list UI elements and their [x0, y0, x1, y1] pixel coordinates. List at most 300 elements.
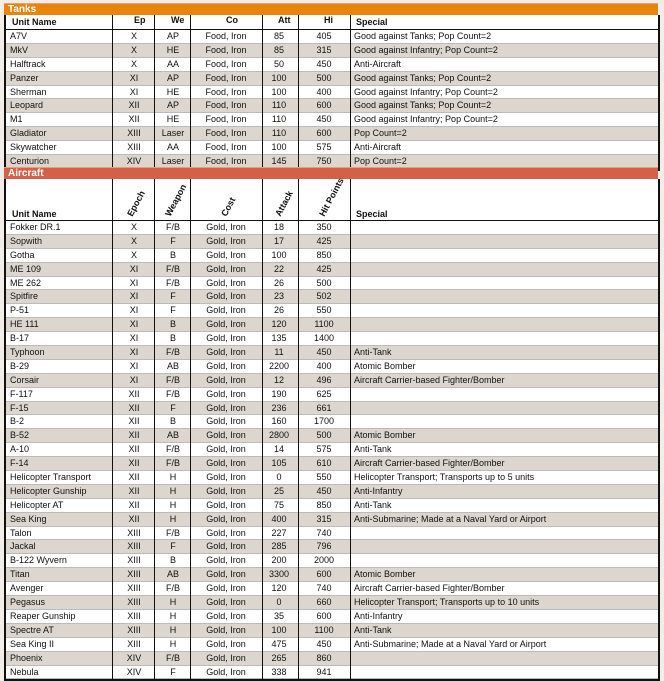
- cell-special: [354, 415, 654, 428]
- table-row: [6, 290, 658, 304]
- column-divider: [262, 179, 263, 679]
- cell-hp: 500: [316, 72, 332, 83]
- cell-weapon: Laser: [161, 128, 185, 139]
- cell-hp: 550: [316, 472, 332, 483]
- cell-attack: 100: [271, 249, 287, 260]
- column-divider: [350, 15, 351, 169]
- cell-name: Pegasus: [10, 597, 46, 608]
- cell-name: Skywatcher: [10, 142, 57, 153]
- cell-epoch: X: [130, 58, 137, 69]
- cell-hp: 600: [316, 610, 332, 621]
- table-row: [6, 72, 658, 86]
- cell-hp: 610: [316, 458, 332, 469]
- cell-attack: 100: [271, 86, 287, 97]
- cell-name: Gotha: [10, 249, 35, 260]
- header-attack: Attack: [273, 189, 295, 218]
- table-row: [6, 374, 658, 388]
- cell-cost: Gold, Iron: [206, 597, 246, 608]
- cell-name: Fokker DR.1: [10, 222, 61, 232]
- cell-name: B-122 Wyvern: [10, 555, 67, 566]
- cell-weapon: B: [169, 319, 176, 330]
- cell-name: Sea King: [10, 513, 47, 524]
- cell-special: [354, 277, 654, 290]
- cell-attack: 0: [276, 472, 282, 483]
- table-row: [6, 332, 658, 346]
- cell-special: Aircraft Carrier-based Fighter/Bomber: [354, 583, 505, 594]
- cell-weapon: F/B: [165, 347, 180, 358]
- cell-name: Halftrack: [10, 58, 46, 69]
- cell-special: Helicopter Transport; Transports up to 10 units: [354, 597, 540, 608]
- cell-attack: 400: [271, 513, 287, 524]
- cell-attack: 100: [271, 72, 287, 83]
- cell-cost: Gold, Iron: [206, 291, 246, 302]
- cell-special: Good against Tanks; Pop Count=2: [354, 100, 492, 111]
- cell-weapon: F/B: [165, 652, 180, 663]
- cell-epoch: XII: [128, 402, 140, 413]
- cell-weapon: AB: [166, 569, 179, 580]
- cell-epoch: XIII: [127, 610, 141, 621]
- cell-weapon: AB: [166, 360, 179, 371]
- cell-attack: 200: [271, 555, 287, 566]
- cell-epoch: XI: [129, 305, 139, 316]
- cell-attack: 110: [271, 100, 287, 111]
- table-row: [6, 582, 658, 596]
- cell-hp: 500: [316, 430, 332, 441]
- column-divider: [298, 15, 299, 169]
- cell-special: Anti-Tank: [354, 347, 392, 358]
- table-row: [6, 666, 658, 680]
- cell-epoch: XIII: [127, 624, 141, 635]
- cell-hp: 400: [316, 360, 332, 371]
- cell-name: F-15: [10, 402, 29, 413]
- cell-weapon: H: [169, 624, 177, 635]
- cell-epoch: X: [130, 249, 137, 260]
- cell-special: Anti-Tank: [354, 444, 392, 455]
- cell-special: Good against Tanks; Pop Count=2: [354, 72, 492, 83]
- header-cost: Co: [226, 15, 238, 25]
- cell-hp: 850: [316, 249, 332, 260]
- column-divider: [154, 179, 155, 679]
- cell-cost: Gold, Iron: [206, 472, 246, 483]
- cell-weapon: F/B: [165, 527, 180, 538]
- cell-weapon: F: [170, 235, 176, 246]
- cell-special: Good against Infantry; Pop Count=2: [354, 86, 498, 97]
- cell-attack: 11: [274, 347, 284, 358]
- cell-special: Good against Tanks; Pop Count=2: [354, 31, 492, 41]
- column-divider: [190, 15, 191, 169]
- cell-name: ME 109: [10, 263, 42, 274]
- cell-weapon: F/B: [165, 444, 180, 455]
- cell-attack: 227: [271, 527, 287, 538]
- table-row: [6, 402, 658, 416]
- cell-special: [354, 388, 654, 401]
- cell-name: A-10: [10, 444, 30, 455]
- cell-attack: 100: [271, 624, 287, 635]
- cell-attack: 3300: [268, 569, 290, 580]
- cell-hp: 450: [316, 638, 332, 649]
- column-divider: [298, 179, 299, 679]
- cell-epoch: XIV: [126, 652, 142, 663]
- table-row: [6, 471, 658, 485]
- cell-name: F-117: [10, 388, 33, 399]
- table-row: [6, 30, 658, 44]
- cell-cost: Gold, Iron: [206, 430, 246, 441]
- cell-special: [354, 304, 654, 317]
- aircraft-table-body: [6, 221, 658, 679]
- cell-name: Gladiator: [10, 128, 47, 139]
- cell-attack: 475: [271, 638, 287, 649]
- table-row: [6, 415, 658, 429]
- cell-name: Helicopter AT: [10, 499, 64, 510]
- cell-epoch: XIV: [126, 156, 142, 167]
- cell-cost: Gold, Iron: [206, 485, 246, 496]
- cell-cost: Gold, Iron: [206, 458, 246, 469]
- cell-attack: 25: [273, 485, 284, 496]
- cell-cost: Food, Iron: [205, 100, 247, 111]
- cell-cost: Gold, Iron: [206, 263, 246, 274]
- cell-name: Jackal: [10, 541, 36, 552]
- cell-weapon: Laser: [161, 156, 185, 167]
- cell-attack: 110: [271, 114, 287, 125]
- table-row: [6, 457, 658, 471]
- cell-attack: 12: [273, 374, 284, 385]
- cell-name: B-29: [10, 360, 30, 371]
- cell-name: Panzer: [10, 72, 39, 83]
- cell-hp: 1100: [314, 624, 334, 635]
- cell-attack: 110: [271, 128, 287, 139]
- cell-weapon: H: [169, 513, 177, 524]
- cell-attack: 160: [271, 416, 287, 427]
- table-row: [6, 44, 658, 58]
- cell-name: Spitfire: [10, 291, 39, 302]
- cell-cost: Gold, Iron: [206, 347, 246, 358]
- cell-hp: 496: [316, 374, 332, 385]
- cell-epoch: XI: [129, 291, 139, 302]
- cell-special: [354, 263, 654, 276]
- cell-weapon: H: [169, 597, 177, 608]
- cell-epoch: XI: [129, 263, 139, 274]
- cell-hp: 502: [316, 291, 332, 302]
- cell-name: B-52: [10, 430, 30, 441]
- cell-cost: Gold, Iron: [206, 360, 246, 371]
- cell-epoch: XII: [128, 513, 140, 524]
- cell-special: [354, 540, 654, 553]
- cell-hp: 315: [316, 513, 332, 524]
- cell-cost: Food, Iron: [205, 142, 247, 153]
- cell-cost: Food, Iron: [205, 44, 247, 55]
- cell-special: Anti-Tank: [354, 499, 392, 510]
- cell-cost: Gold, Iron: [206, 319, 246, 330]
- cell-weapon: AP: [166, 31, 179, 41]
- cell-cost: Food, Iron: [205, 72, 247, 83]
- cell-cost: Gold, Iron: [206, 444, 246, 455]
- cell-epoch: XI: [129, 333, 139, 344]
- cell-hp: 550: [316, 305, 332, 316]
- cell-cost: Gold, Iron: [206, 388, 246, 399]
- cell-special: Anti-Tank: [354, 624, 392, 635]
- cell-epoch: X: [130, 235, 137, 246]
- cell-cost: Gold, Iron: [206, 402, 246, 413]
- cell-name: B-2: [10, 416, 25, 427]
- table-row: [6, 652, 658, 666]
- table-row: [6, 638, 658, 652]
- cell-special: Anti-Submarine; Made at a Naval Yard or Airport: [354, 638, 547, 649]
- cell-name: B-17: [10, 333, 30, 344]
- table-row: [6, 86, 658, 100]
- tanks-section-title: Tanks: [8, 4, 37, 15]
- cell-name: Centurion: [10, 156, 50, 167]
- cell-epoch: XII: [128, 458, 140, 469]
- table-row: [6, 318, 658, 332]
- cell-cost: Gold, Iron: [206, 416, 246, 427]
- cell-weapon: B: [169, 555, 176, 566]
- cell-attack: 22: [273, 263, 284, 274]
- cell-name: Typhoon: [10, 347, 45, 358]
- cell-weapon: F/B: [165, 277, 180, 288]
- cell-epoch: XII: [128, 430, 140, 441]
- cell-hp: 1400: [313, 333, 335, 344]
- cell-weapon: F/B: [165, 222, 180, 232]
- table-row: [6, 249, 658, 263]
- cell-weapon: B: [169, 416, 176, 427]
- cell-special: Aircraft Carrier-based Fighter/Bomber: [354, 458, 505, 469]
- cell-weapon: H: [169, 472, 177, 483]
- cell-epoch: XIII: [127, 527, 141, 538]
- cell-special: [354, 666, 654, 679]
- header-hit-points: Hit Points: [317, 176, 346, 218]
- cell-special: Anti-Aircraft: [354, 142, 402, 153]
- cell-weapon: F/B: [165, 583, 180, 594]
- cell-attack: 0: [276, 597, 282, 608]
- table-row: [6, 443, 658, 457]
- cell-hp: 350: [316, 222, 332, 232]
- cell-epoch: XIII: [127, 583, 141, 594]
- cell-cost: Gold, Iron: [206, 235, 246, 246]
- cell-special: [354, 554, 654, 567]
- cell-weapon: HE: [166, 114, 180, 125]
- table-row: [6, 221, 658, 235]
- table-row: [6, 513, 658, 527]
- cell-epoch: XI: [129, 360, 139, 371]
- table-row: [6, 596, 658, 610]
- cell-epoch: XII: [128, 472, 140, 483]
- cell-attack: 17: [273, 235, 284, 246]
- cell-name: Helicopter Transport: [10, 472, 92, 483]
- table-row: [6, 304, 658, 318]
- cell-epoch: XI: [129, 277, 139, 288]
- cell-attack: 100: [271, 142, 287, 153]
- cell-epoch: XI: [129, 319, 139, 330]
- table-row: [6, 360, 658, 374]
- cell-special: [354, 527, 654, 540]
- cell-attack: 120: [271, 583, 287, 594]
- cell-cost: Gold, Iron: [206, 249, 246, 260]
- cell-epoch: XIII: [127, 128, 141, 139]
- header-attack: Att: [278, 15, 291, 25]
- cell-attack: 50: [273, 58, 284, 69]
- cell-weapon: F: [170, 666, 176, 677]
- cell-hp: 740: [316, 583, 332, 594]
- cell-cost: Food, Iron: [205, 86, 247, 97]
- cell-attack: 2200: [268, 360, 290, 371]
- cell-special: Atomic Bomber: [354, 430, 416, 441]
- table-row: [6, 554, 658, 568]
- cell-epoch: XII: [128, 444, 140, 455]
- cell-special: Anti-Submarine; Made at a Naval Yard or Airport: [354, 513, 547, 524]
- cell-hp: 450: [316, 485, 332, 496]
- column-divider: [154, 15, 155, 169]
- cell-weapon: F: [170, 541, 176, 552]
- cell-attack: 26: [273, 305, 284, 316]
- cell-epoch: XI: [129, 374, 139, 385]
- cell-name: HE 111: [10, 319, 39, 330]
- header-special: Special: [356, 17, 388, 27]
- cell-name: A7V: [10, 31, 28, 41]
- cell-epoch: XIII: [127, 541, 141, 552]
- cell-hp: 575: [316, 142, 332, 153]
- cell-hp: 1100: [314, 319, 334, 330]
- table-row: [6, 58, 658, 72]
- cell-name: Helicopter Gunship: [10, 485, 87, 496]
- cell-weapon: B: [169, 333, 176, 344]
- cell-hp: 941: [316, 666, 332, 677]
- cell-weapon: F: [170, 291, 176, 302]
- cell-special: Pop Count=2: [354, 156, 407, 167]
- cell-cost: Gold, Iron: [206, 499, 246, 510]
- column-divider: [190, 179, 191, 679]
- tanks-table: [4, 15, 660, 171]
- cell-attack: 135: [271, 333, 287, 344]
- cell-hp: 1700: [313, 416, 335, 427]
- column-divider: [350, 179, 351, 679]
- cell-attack: 85: [273, 31, 284, 41]
- header-epoch: Ep: [134, 15, 146, 25]
- cell-name: ME 262: [10, 277, 42, 288]
- tanks-table-header: [6, 15, 658, 30]
- cell-cost: Gold, Iron: [206, 666, 246, 677]
- cell-hp: 860: [316, 652, 332, 663]
- cell-attack: 265: [271, 652, 287, 663]
- cell-cost: Gold, Iron: [206, 305, 246, 316]
- table-row: [6, 113, 658, 127]
- cell-attack: 105: [271, 458, 287, 469]
- table-row: [6, 277, 658, 291]
- cell-cost: Food, Iron: [205, 128, 247, 139]
- cell-cost: Gold, Iron: [206, 624, 246, 635]
- cell-special: [354, 290, 654, 303]
- cell-hp: 425: [316, 263, 332, 274]
- cell-hp: 740: [316, 527, 332, 538]
- cell-name: Corsair: [10, 374, 40, 385]
- cell-hp: 450: [316, 114, 332, 125]
- table-row: [6, 388, 658, 402]
- cell-hp: 625: [316, 388, 332, 399]
- cell-weapon: AA: [166, 142, 179, 153]
- cell-epoch: XI: [129, 72, 139, 83]
- cell-special: Helicopter Transport; Transports up to 5 units: [354, 472, 535, 483]
- cell-cost: Gold, Iron: [206, 513, 246, 524]
- cell-weapon: B: [169, 249, 176, 260]
- cell-attack: 35: [273, 610, 284, 621]
- cell-name: Phoenix: [10, 652, 43, 663]
- header-special: Special: [356, 209, 388, 219]
- table-row: [6, 346, 658, 360]
- cell-hp: 850: [316, 499, 332, 510]
- cell-hp: 575: [316, 444, 332, 455]
- table-row: [6, 429, 658, 443]
- column-divider: [112, 179, 113, 679]
- cell-name: Talon: [10, 527, 32, 538]
- cell-epoch: XIII: [127, 569, 141, 580]
- cell-epoch: X: [130, 31, 137, 41]
- cell-cost: Food, Iron: [205, 156, 247, 167]
- cell-name: P-51: [10, 305, 30, 316]
- cell-hp: 315: [316, 44, 332, 55]
- cell-epoch: XIII: [127, 597, 141, 608]
- header-unit-name: Unit Name: [12, 17, 57, 27]
- cell-epoch: XIII: [127, 638, 141, 649]
- aircraft-table-header: [6, 176, 658, 221]
- cell-epoch: XII: [128, 416, 140, 427]
- cell-cost: Gold, Iron: [206, 277, 246, 288]
- cell-weapon: F: [170, 402, 176, 413]
- cell-hp: 450: [316, 58, 332, 69]
- cell-cost: Gold, Iron: [206, 610, 246, 621]
- cell-weapon: AP: [166, 100, 179, 111]
- cell-cost: Gold, Iron: [206, 333, 246, 344]
- cell-special: Good against Infantry; Pop Count=2: [354, 114, 498, 125]
- cell-epoch: XIV: [126, 666, 142, 677]
- cell-hp: 600: [316, 128, 332, 139]
- cell-cost: Gold, Iron: [206, 541, 246, 552]
- cell-special: [354, 221, 654, 234]
- table-row: [6, 540, 658, 554]
- table-row: [6, 263, 658, 277]
- cell-special: [354, 652, 654, 665]
- cell-epoch: X: [130, 44, 137, 55]
- aircraft-section-title: Aircraft: [8, 168, 44, 179]
- cell-weapon: F/B: [165, 263, 180, 274]
- header-unit-name: Unit Name: [12, 209, 57, 219]
- cell-weapon: AA: [166, 58, 179, 69]
- table-row: [6, 527, 658, 541]
- cell-hp: 405: [316, 31, 332, 41]
- cell-hp: 600: [316, 569, 332, 580]
- cell-epoch: XII: [128, 485, 140, 496]
- table-row: [6, 485, 658, 499]
- cell-cost: Gold, Iron: [206, 569, 246, 580]
- cell-hp: 500: [316, 277, 332, 288]
- cell-epoch: X: [130, 222, 137, 232]
- cell-special: Anti-Infantry: [354, 610, 403, 621]
- cell-epoch: XI: [129, 347, 139, 358]
- cell-weapon: F/B: [165, 458, 180, 469]
- table-row: [6, 141, 658, 155]
- cell-hp: 425: [316, 235, 332, 246]
- cell-name: Sopwith: [10, 235, 43, 246]
- cell-weapon: H: [169, 485, 177, 496]
- cell-hp: 450: [316, 347, 332, 358]
- cell-attack: 23: [273, 291, 284, 302]
- tanks-table-body: [6, 30, 658, 169]
- cell-special: Anti-Infantry: [354, 485, 403, 496]
- cell-name: Sea King II: [10, 638, 55, 649]
- cell-cost: Food, Iron: [205, 31, 247, 41]
- header-weapon: We: [171, 15, 185, 25]
- aircraft-table: [4, 176, 660, 681]
- cell-name: Reaper Gunship: [10, 610, 76, 621]
- cell-hp: 750: [316, 156, 332, 167]
